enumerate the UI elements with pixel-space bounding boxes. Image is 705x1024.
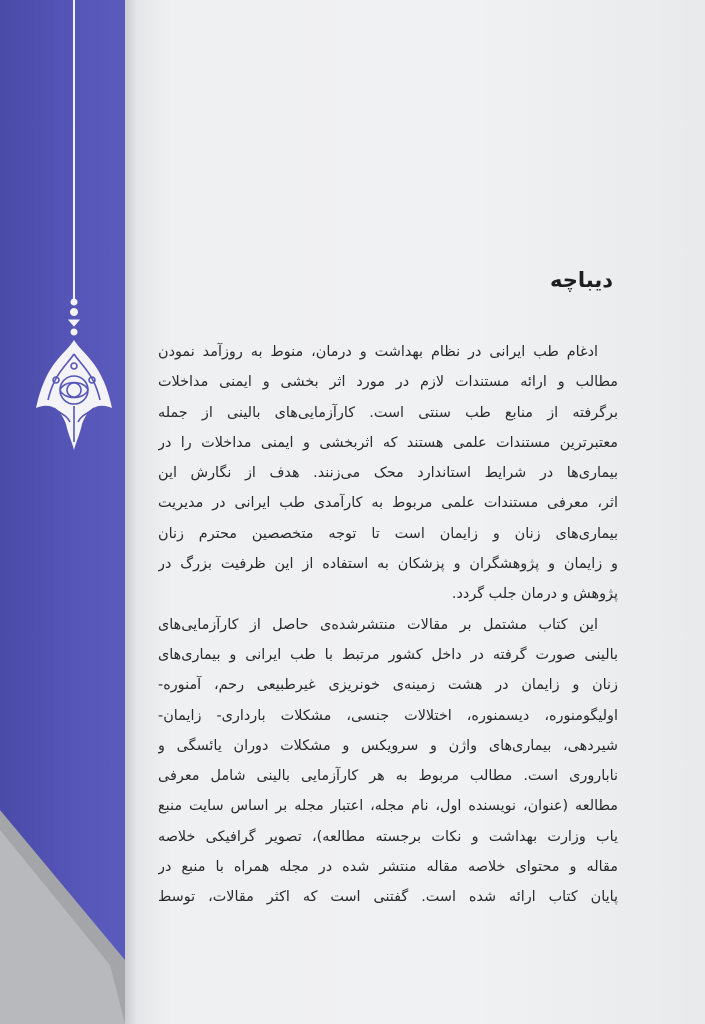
text-line: مطالعه (عنوان، نویسنده اول، نام مجله، اعتبار مجله بر اساس سایت منبع <box>158 798 618 815</box>
text-line: اثر، معرفی مستندات علمی مربوط به کارآمدی طب ایرانی در مدیریت <box>158 495 618 512</box>
text-line: پژوهش و درمان جلب گردد. <box>451 586 618 603</box>
page-title: دیباچه <box>550 268 613 292</box>
text-line: برگرفته از منابع طب سنتی است. کارآزمایی‌های بالینی از جمله <box>158 404 618 421</box>
paragraph <box>158 610 618 913</box>
body-text <box>158 337 618 913</box>
text-line: معتبرترین مستندات علمی هستند که اثربخشی و ایمنی مداخلات را در <box>158 434 618 451</box>
text-line: این کتاب مشتمل بر مقالات منتشرشده‌ی حاصل از کارآزمایی‌های <box>158 616 598 633</box>
page-gutter-shadow <box>125 0 137 1024</box>
text-line: و زایمان و پژوهشگران و پزشکان به استفاده از این ظرفیت بزرگ در <box>158 556 618 573</box>
text-line: مقاله و محتوای خلاصه مقاله منتشر شده در مجله همراه با منبع در <box>158 859 618 876</box>
text-line: یاب وزارت بهداشت و نکات برجسته مطالعه)، تصویر گرافیکی خلاصه <box>158 828 618 845</box>
text-line: ناباروری است. مطالب مربوط به هر کارآزمایی بالینی شامل معرفی <box>158 768 618 785</box>
text-line: مطالب و ارائه مستندات لازم در مورد اثر بخشی و ایمنی مداخلات <box>158 374 618 391</box>
text-line: پایان کتاب ارائه شده است. گفتنی است که اکثر مقالات، توسط <box>158 889 618 906</box>
paragraph <box>158 337 618 610</box>
ornament-hanging-line <box>73 0 75 300</box>
text-line: شیردهی، بیماری‌های واژن و سرویکس و مشکلات دوران یائسگی و <box>158 737 618 754</box>
text-line: بیماری‌های زنان و زایمان است تا توجه متخصصین محترم زنان <box>158 525 618 542</box>
text-line: زنان و زایمان در هشت زمینه‌ی خونریزی غیرطبیعی رحم، آمنوره- <box>158 677 618 694</box>
text-line: بالینی صورت گرفته در داخل کشور مرتبط با طب ایرانی و بیماری‌های <box>158 646 618 663</box>
text-line: اولیگومنوره، دیسمنوره، اختلالات جنسی، مشکلات بارداری- زایمان- <box>158 707 618 724</box>
islamic-ornament-icon <box>30 296 116 456</box>
text-line: بیماری‌ها در شرایط استاندارد محک می‌زنند. هدف از نگارش این <box>158 465 618 482</box>
text-line: ادغام طب ایرانی در نظام بهداشت و درمان، منوط به روزآمد نمودن <box>158 344 598 360</box>
